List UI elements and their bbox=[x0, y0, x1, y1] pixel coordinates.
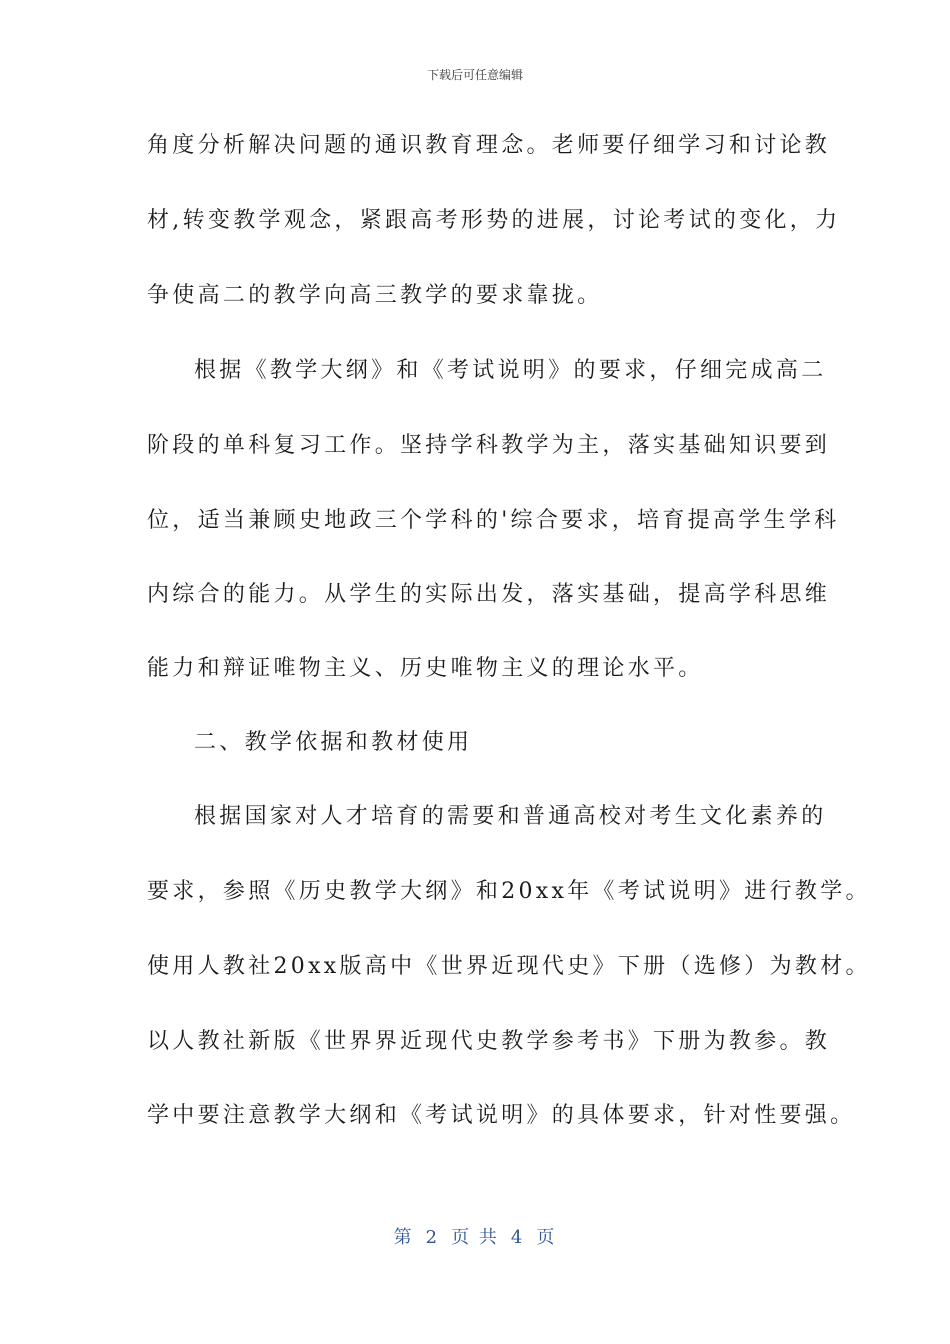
page-mid: 页 共 bbox=[451, 1227, 499, 1248]
paragraph-line: 材,转变教学观念，紧跟高考形势的进展，讨论考试的变化，力 bbox=[147, 208, 841, 233]
paragraph-line: 使用人教社20xx版高中《世界近现代史》下册（选修）为教材。 bbox=[147, 954, 871, 979]
section-heading: 二、教学依据和教材使用 bbox=[194, 730, 473, 755]
paragraph-line: 学中要注意教学大纲和《考试说明》的具体要求，针对性要强。 bbox=[147, 1103, 856, 1128]
paragraph-line: 内综合的能力。从学生的实际出发，落实基础，提高学科思维 bbox=[147, 582, 831, 607]
paragraph-line: 根据国家对人才培育的需要和普通高校对考生文化素养的 bbox=[194, 804, 827, 829]
paragraph-line: 角度分析解决问题的通识教育理念。老师要仔细学习和讨论教 bbox=[147, 133, 831, 158]
paragraph-line: 能力和辩证唯物主义、历史唯物主义的理论水平。 bbox=[147, 656, 704, 681]
paragraph-line: 要求，参照《历史教学大纲》和20xx年《考试说明》进行教学。 bbox=[147, 879, 871, 904]
page-prefix: 第 bbox=[393, 1227, 414, 1248]
header-note: 下载后可任意编辑 bbox=[426, 68, 523, 82]
page-current: 2 bbox=[425, 1227, 440, 1248]
paragraph-line: 根据《教学大纲》和《考试说明》的要求，仔细完成高二 bbox=[194, 358, 827, 383]
page-number-footer bbox=[0, 1226, 950, 1250]
paragraph-line: 争使高二的教学向高三教学的要求靠拢。 bbox=[147, 283, 603, 308]
page-total: 4 bbox=[510, 1227, 525, 1248]
paragraph-line: 以人教社新版《世界界近现代史教学参考书》下册为教参。教 bbox=[147, 1029, 831, 1054]
paragraph-line: 位，适当兼顾史地政三个学科的'综合要求，培育提高学生学科 bbox=[147, 508, 840, 533]
paragraph-line: 阶段的单科复习工作。坚持学科教学为主，落实基础知识要到 bbox=[147, 433, 831, 458]
page-suffix: 页 bbox=[536, 1227, 557, 1248]
